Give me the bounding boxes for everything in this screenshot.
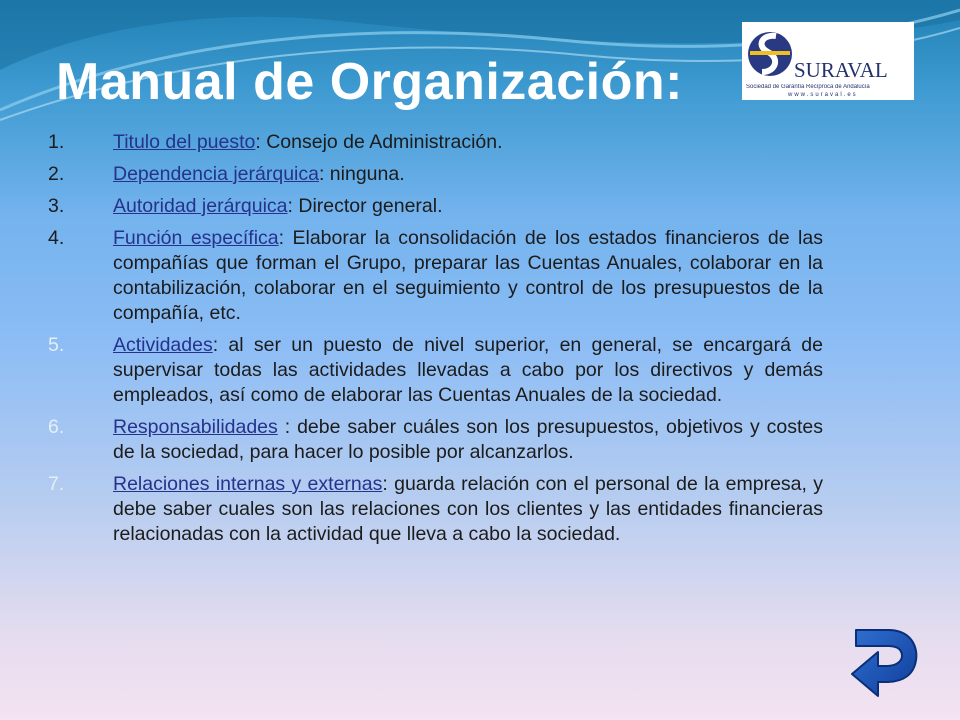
item-text: : Elaborar la consolidación de los estados financieros de las compañías que forman el Grupo, preparar las Cuentas Anuales, colaborar en la contabilización, colaborar en el seguimiento y control de los presupuestos de la compañía, etc.	[113, 227, 823, 324]
logo-subtitle: Sociedad de Garantía Recíproca de Andalucía	[746, 84, 870, 90]
item-term-link[interactable]: Titulo del puesto	[113, 131, 256, 153]
list-item	[48, 194, 823, 219]
item-number: 6.	[48, 416, 65, 438]
item-text: : debe saber cuáles son los presupuestos, objetivos y costes de la sociedad, para hacer lo posible por alcanzarlos.	[113, 416, 823, 463]
item-number: 2.	[48, 163, 65, 185]
item-number: 7.	[48, 473, 65, 495]
organization-list	[48, 130, 823, 554]
item-text: : Director general.	[287, 195, 443, 217]
suraval-emblem-icon	[746, 26, 794, 82]
item-term-link[interactable]: Dependencia jerárquica	[113, 163, 319, 185]
logo-name: SURAVAL	[794, 58, 888, 82]
suraval-logo	[742, 22, 914, 100]
item-term-link[interactable]: Relaciones internas y externas	[113, 473, 383, 495]
list-item	[48, 162, 823, 187]
item-number: 3.	[48, 195, 65, 217]
logo-website: www.suraval.es	[788, 92, 858, 98]
list-item	[48, 333, 823, 408]
item-term-link[interactable]: Actividades	[113, 334, 213, 356]
list-item	[48, 130, 823, 155]
slide-title: Manual de Organización:	[56, 53, 683, 111]
item-text: : ninguna.	[318, 163, 405, 185]
item-number: 5.	[48, 334, 65, 356]
item-text: : al ser un puesto de nivel superior, en general, se encargará de supervisar todas las actividades llevadas a cabo por los directivos y demás empleados, así como de elaborar las Cuentas Anuales de la sociedad.	[113, 334, 823, 406]
item-term-link[interactable]: Responsabilidades	[113, 416, 278, 438]
list-item	[48, 415, 823, 465]
list-item	[48, 472, 823, 547]
item-text: : Consejo de Administración.	[255, 131, 503, 153]
item-number: 4.	[48, 227, 65, 249]
item-term-link[interactable]: Función específica	[113, 227, 279, 249]
list-item	[48, 226, 823, 326]
item-term-link[interactable]: Autoridad jerárquica	[113, 195, 288, 217]
item-number: 1.	[48, 131, 65, 153]
item-text: : guarda relación con el personal de la empresa, y debe saber cuales son las relaciones con los clientes y las entidades financieras relacionadas con la actividad que lleva a cabo la sociedad.	[113, 473, 823, 545]
return-arrow-icon[interactable]	[850, 626, 920, 698]
